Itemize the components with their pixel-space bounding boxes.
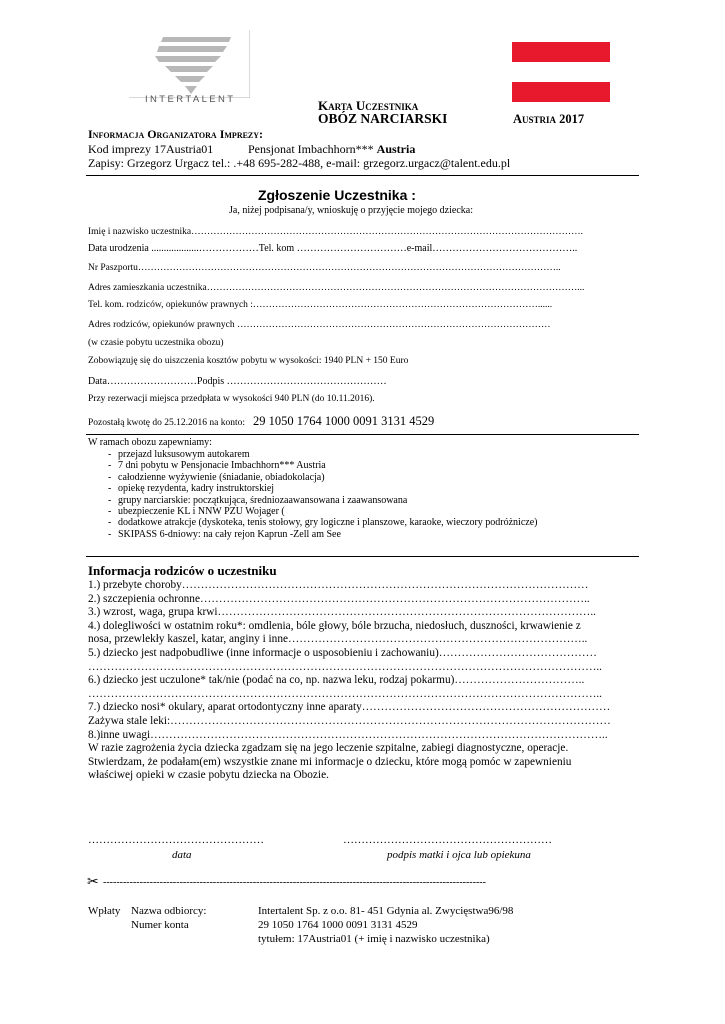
logo-brand-text: INTERTALENT bbox=[145, 94, 236, 105]
form-line-hyperactive[interactable]: 5.) dziecko jest nadpobudliwe (inne informacje o usposobieniu i zachowaniu)…………………………………… bbox=[88, 646, 597, 659]
contact-line: Zapisy: Grzegorz Urgacz tel.: .+48 695-282-488, e-mail: grzegorz.urgacz@talent.edu.pl bbox=[88, 156, 511, 170]
account-label: Numer konta bbox=[131, 919, 189, 931]
cost-commitment: Zobowiązuję się do uiszczenia kosztów pobytu w wysokości: 1940 PLN + 150 Euro bbox=[88, 356, 409, 366]
form-line-name[interactable]: Imię i nazwisko uczestnika……………………………………………………………………………………………………………. bbox=[88, 227, 584, 237]
list-item: - przejazd luksusowym autokarem bbox=[88, 449, 648, 460]
remaining-payment bbox=[88, 412, 434, 430]
form-line-diseases[interactable]: 1.) przebyte choroby……………………………………………………………………………………………… bbox=[88, 579, 589, 591]
list-item: - całodzienne wyżywienie (śniadanie, obiadokolacja) bbox=[88, 472, 648, 483]
pension-country: Austria bbox=[376, 142, 416, 156]
included-list bbox=[88, 449, 648, 540]
application-intro: Ja, niżej podpisana/y, wnioskuję o przyjęcie mojego dziecka: bbox=[229, 205, 473, 216]
pension-info bbox=[248, 142, 415, 157]
account-value: 29 1050 1764 1000 0091 3131 4529 bbox=[258, 919, 418, 931]
included-label: W ramach obozu zapewniamy: bbox=[88, 437, 212, 448]
flag-top-stripe bbox=[512, 42, 610, 62]
list-item: - SKIPASS 6-dniowy: na cały rejon Kaprun -Zell am See bbox=[88, 529, 648, 540]
declaration-text: Stwierdzam, że podałam(em) wszystkie znane mi informacje o dziecku, które mogą pomóc w zapewnieniu bbox=[88, 755, 572, 768]
cut-line: ------------------------------------------------------------------------------------------------------------------- bbox=[103, 877, 486, 888]
list-item: - grupy narciarskie: początkująca, średniozaawansowana i zaawansowana bbox=[88, 495, 648, 506]
organizer-info-label: Informacja Organizatora Imprezy: bbox=[88, 127, 264, 141]
form-line-birth-phone-email[interactable]: Data urodzenia ...................………………Tel. kom ……………………………e-mail…………………………………….. bbox=[88, 243, 578, 254]
recipient-value: Intertalent Sp. z o.o. 81- 451 Gdynia al. Zwycięstwa96/98 bbox=[258, 905, 514, 917]
form-line-other-notes[interactable]: 8.)inne uwagi………………………………………………………………………………………………………….. bbox=[88, 728, 608, 741]
list-item: - 7 dni pobytu w Pensjonacie Imbachhorn*** Austria bbox=[88, 460, 648, 471]
form-line-passport[interactable]: Nr Paszportu…………………………………………………………………………………………………………………….. bbox=[88, 263, 561, 273]
form-line-glasses[interactable]: 7.) dziecko nosi* okulary, aparat ortodontyczny inne aparaty………………………………………………………… bbox=[88, 701, 611, 714]
form-note-during-camp: (w czasie pobytu uczestnika obozu) bbox=[88, 338, 224, 348]
event-code: Kod imprezy 17Austria01 bbox=[88, 142, 214, 156]
signature-label: podpis matki i ojca lub opiekuna bbox=[387, 849, 531, 861]
form-line-parent-phone[interactable]: Tel. kom. rodziców, opiekunów prawnych :………………………………………………………………………………...... bbox=[88, 300, 553, 310]
card-title: Karta Uczestnika bbox=[318, 98, 419, 113]
list-item: - dodatkowe atrakcje (dyskoteka, tenis stołowy, gry logiczne i planszowe, karaoke, wieczory podróżnicze) bbox=[88, 517, 648, 528]
camp-title: OBÓZ NARCIARSKI bbox=[318, 111, 448, 126]
form-line-address[interactable]: Adres zamieszkania uczestnika………………………………………………………………………………………………………... bbox=[88, 283, 585, 293]
consent-text: W razie zagrożenia życia dziecka zgadzam się na jego leczenie szpitalne, zabiegi diagnostyczne, operacje. bbox=[88, 742, 569, 755]
declaration-text-cont: właściwej opieki w czasie pobytu dziecka na Obozie. bbox=[88, 769, 329, 782]
form-line-ailments-cont[interactable]: nosa, przewlekły kaszel, katar, anginy i inne…………………………………………………………………….. bbox=[88, 633, 588, 646]
transfer-title: tytułem: 17Austria01 (+ imię i nazwisko uczestnika) bbox=[258, 933, 490, 945]
date-label: data bbox=[172, 849, 192, 861]
flag-bottom-stripe bbox=[512, 82, 610, 102]
remaining-payment-label: Pozostałą kwotę do 25.12.2016 na konto: bbox=[88, 418, 245, 428]
form-line-medicines[interactable]: Zażywa stale leki:……………………………………………………………………………………………………… bbox=[88, 714, 611, 727]
scissors-icon: ✂ bbox=[87, 874, 99, 890]
form-line-ailments[interactable]: 4.) dolegliwości w ostatnim roku*: omdlenia, bóle głowy, bóle brzucha, niedosłuch, duszności, krwawienie z bbox=[88, 619, 581, 632]
form-line-height-weight-blood[interactable]: 3.) wzrost, waga, grupa krwi……………………………………………………………………………………….. bbox=[88, 606, 597, 619]
form-line-blank[interactable]: ……………………………………………………………………………………………………………………….. bbox=[88, 660, 603, 673]
form-line-date-signature[interactable]: Data………………………Podpis ………………………………………… bbox=[88, 376, 387, 387]
application-heading: Zgłoszenie Uczestnika : bbox=[258, 187, 416, 203]
remaining-payment-account: 29 1050 1764 1000 0091 3131 4529 bbox=[253, 414, 435, 428]
flag-middle-stripe bbox=[512, 62, 610, 82]
prepayment-info: Przy rezerwacji miejsca przedpłata w wysokości 940 PLN (do 10.11.2016). bbox=[88, 394, 375, 404]
signature-dots[interactable]: ………………………………………………… bbox=[343, 834, 552, 846]
date-dots[interactable]: ………………………………………… bbox=[88, 834, 264, 846]
recipient-label: Nazwa odbiorcy: bbox=[131, 905, 207, 917]
pension-name: Pensjonat Imbachhorn*** bbox=[248, 142, 374, 156]
payment-label: Wpłaty bbox=[88, 905, 121, 917]
form-line-vaccinations[interactable]: 2.) szczepienia ochronne………………………………………………………………………………………….. bbox=[88, 592, 590, 605]
form-line-allergies[interactable]: 6.) dziecko jest uczulone* tak/nie (podać na co, np. nazwa leku, rodzaj pokarmu)…………………………….. bbox=[88, 674, 585, 687]
austria-flag bbox=[512, 42, 610, 102]
application-divider bbox=[86, 434, 639, 435]
camp-year: Austria 2017 bbox=[513, 112, 585, 126]
parents-info-heading: Informacja rodziców o uczestniku bbox=[88, 563, 277, 578]
intertalent-logo bbox=[125, 28, 250, 110]
parents-info-lines bbox=[88, 579, 611, 783]
list-item: - opiekę rezydenta, kadry instruktorskiej bbox=[88, 483, 648, 494]
included-divider bbox=[86, 556, 639, 557]
list-item: - ubezpieczenie KL i NNW PZU Wojager ( bbox=[88, 506, 648, 517]
form-line-parent-address[interactable]: Adres rodziców, opiekunów prawnych ……………………………………………………………………………………… bbox=[88, 320, 551, 330]
logo-diamond-icon bbox=[125, 28, 250, 98]
header-divider bbox=[86, 175, 639, 176]
form-line-blank[interactable]: ……………………………………………………………………………………………………………………….. bbox=[88, 687, 603, 700]
